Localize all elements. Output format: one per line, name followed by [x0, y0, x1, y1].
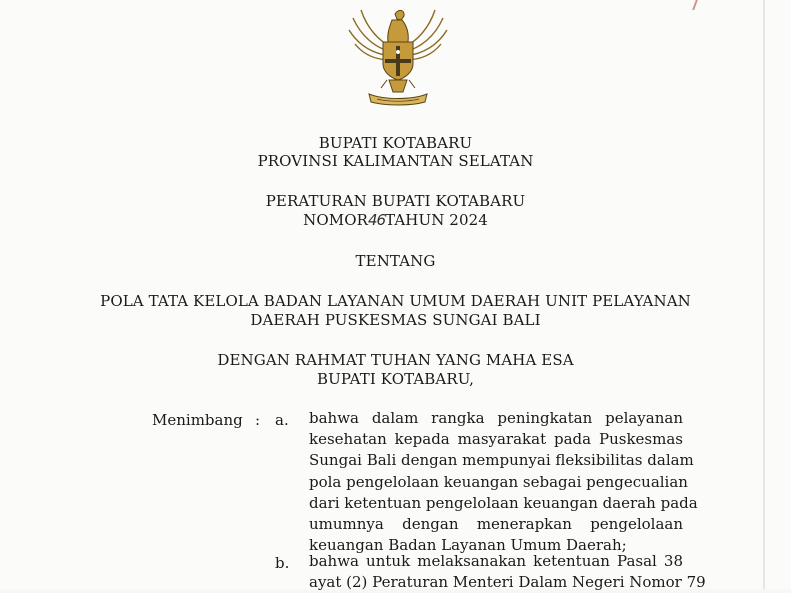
grace-line-1: DENGAN RAHMAT TUHAN YANG MAHA ESA: [217, 351, 574, 369]
item-a-line: kesehatan kepada masyarakat pada Puskesmas: [309, 430, 683, 449]
ink-mark: [678, 0, 698, 10]
number-handwritten: 46: [367, 211, 386, 229]
item-a-line: bahwa dalam rangka peningkatan pelayanan: [309, 409, 683, 427]
item-a-line: Sungai Bali dengan mempunyai fleksibilitas dalam: [309, 451, 694, 470]
considering-label: Menimbang: [152, 411, 243, 429]
item-b-line: bahwa untuk melaksanakan ketentuan Pasal 38: [309, 552, 683, 570]
grace-line-2: BUPATI KOTABARU,: [317, 370, 474, 388]
province-title: PROVINSI KALIMANTAN SELATAN: [257, 152, 534, 170]
item-a-line: dari ketentuan pengelolaan keuangan daerah pada: [309, 493, 698, 512]
garuda-emblem-icon: [339, 2, 457, 106]
considering-colon: :: [255, 411, 261, 429]
item-a-line: pola pengelolaan keuangan sebagai pengecualian: [309, 472, 688, 491]
issuer-title: BUPATI KOTABARU: [318, 134, 473, 152]
item-a-text: [309, 408, 698, 556]
regulation-number: [0, 213, 791, 228]
item-a-line: umumnya dengan menerapkan pengelolaan: [309, 514, 683, 533]
item-b-line: ayat (2) Peraturan Menteri Dalam Negeri Nomor 79: [309, 573, 706, 592]
subject-line-2: DAERAH PUSKESMAS SUNGAI BALI: [250, 311, 541, 329]
item-a-marker: a.: [275, 411, 289, 429]
item-b-marker: b.: [275, 554, 290, 572]
item-b-text: [309, 551, 706, 593]
item-a-line: keuangan Badan Layanan Umum Daerah;: [309, 536, 627, 555]
regulation-title: PERATURAN BUPATI KOTABARU: [265, 192, 526, 210]
number-prefix: NOMOR: [303, 211, 368, 229]
subject-line-1: POLA TATA KELOLA BADAN LAYANAN UMUM DAERAH UNIT PELAYANAN: [100, 292, 691, 310]
number-suffix: TAHUN 2024: [385, 211, 488, 229]
about-heading: TENTANG: [355, 252, 436, 270]
